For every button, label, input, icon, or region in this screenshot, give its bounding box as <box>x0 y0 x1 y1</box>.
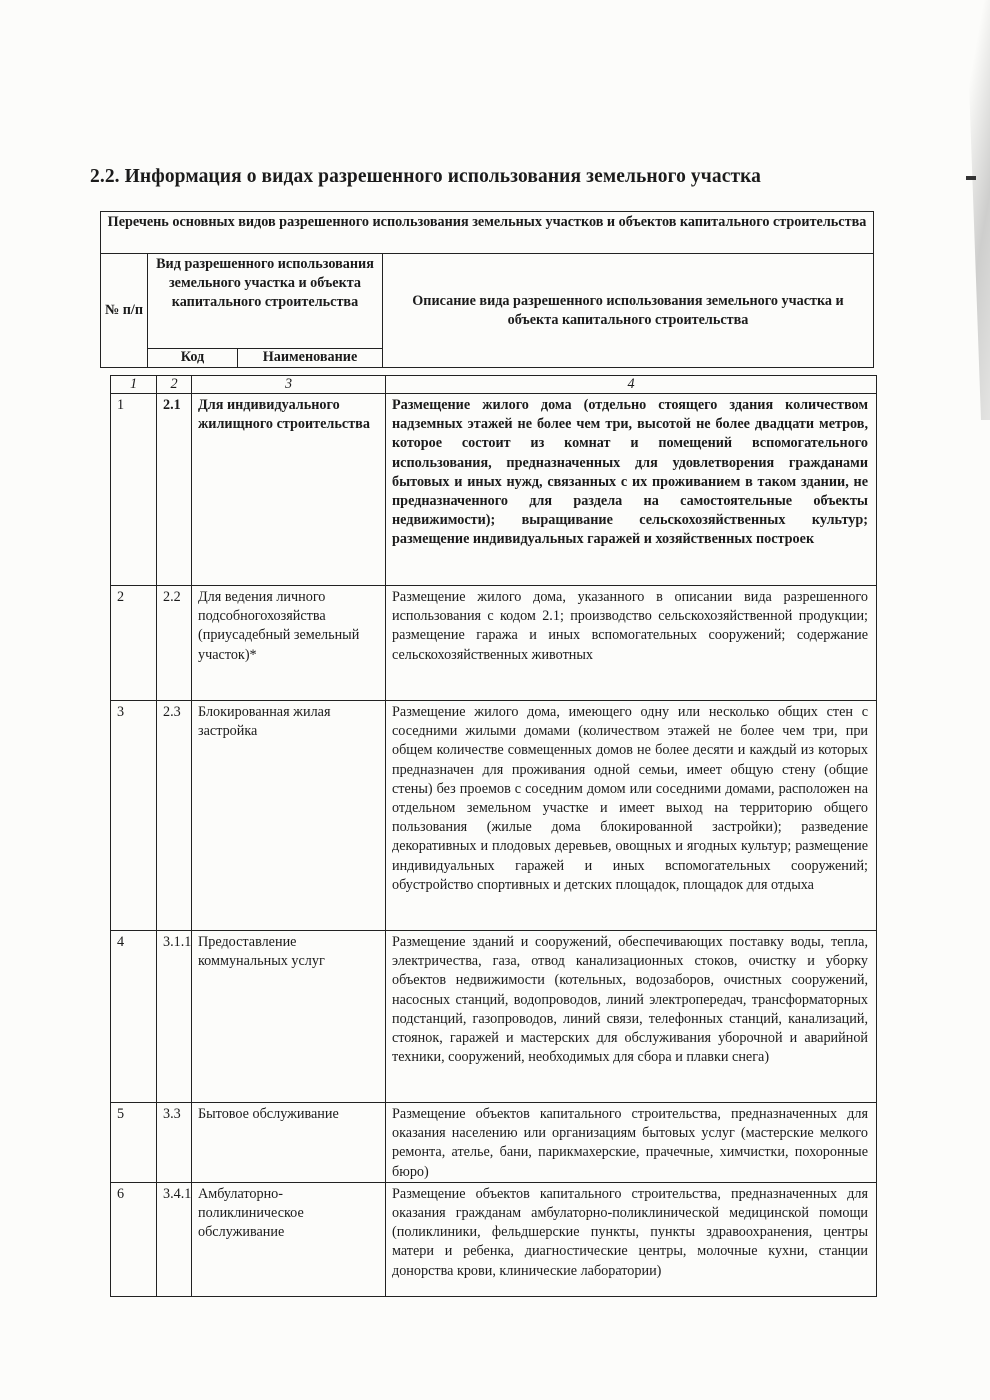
table-row <box>111 586 877 701</box>
header-description: Описание вида разрешенного использования земельного участка и объекта капитального строительства <box>412 292 844 328</box>
header-num: № п/п <box>101 254 148 367</box>
row-num: 4 <box>111 931 157 1103</box>
header-name: Наименование <box>238 349 383 367</box>
row-description: Размещение жилого дома (отдельно стоящего здания количеством надземных этажей не более чем три, высотой не более двадцати метров, которое состоит из комнат и помещений вспомогательного использования, предназначенных для удовлетворения гражданами бытовых и иных нужд, связанных с их проживанием в таком здании, не предназначенного для раздела на самостоятельные объекты недвижимости); выращивание сельскохозяйственных культур; размещение индивидуальных гаражей и хозяйственных построек <box>386 394 877 586</box>
table-row <box>111 701 877 931</box>
row-description: Размещение зданий и сооружений, обеспечивающих поставку воды, тепла, электричества, газа, отвод канализационных стоков, очистку и уборку объектов недвижимости (котельных, водозаборов, очистных сооружений, насосных станций, водопроводов, линий электропередач, трансформаторных подстанций, газопроводов, линий связи, телефонных станций, канализаций, стоянок, гаражей и мастерских для обслуживания уборочной и аварийной техники, сооружений, необходимых для сбора и плавки снега) <box>386 931 877 1103</box>
header-kind: Вид разрешенного использования земельного участка и объекта капитального строительства <box>148 254 383 349</box>
row-description: Размещение жилого дома, имеющего одну или несколько общих стен с соседними жилыми домами (количеством этажей не более чем три, при общем количестве совмещенных домов не более десяти и каждый из которых предназначен для проживания одной семьи, имеет общую стену (общие стены) без проемов с соседним домом или соседними домами, расположен на отдельном земельном участке и имеет выход на территорию общего пользования (жилые дома блокированной застройки); разведение декоративных и плодовых деревьев, овощных и ягодных культур; размещение индивидуальных гаражей и иных вспомогательных сооружений; обустройство спортивных и детских площадок, площадок для отдыха <box>386 701 877 931</box>
row-code: 3.4.1 <box>157 1182 192 1296</box>
row-name: Бытовое обслуживание <box>192 1103 386 1183</box>
row-code: 2.2 <box>157 586 192 701</box>
row-name: Блокированная жилая застройка <box>192 701 386 931</box>
row-description: Размещение объектов капитального строительства, предназначенных для оказания населению или организациям бытовых услуг (мастерские мелкого ремонта, ателье, бани, парикмахерские, прачечные, химчистки, похоронные бюро) <box>386 1103 877 1183</box>
column-index: 3 <box>192 376 386 394</box>
column-index: 4 <box>386 376 877 394</box>
row-code: 3.3 <box>157 1103 192 1183</box>
section-title: 2.2. Информация о видах разрешенного использования земельного участка <box>90 166 762 187</box>
row-num: 6 <box>111 1182 157 1296</box>
column-index: 1 <box>111 376 157 394</box>
row-name: Предоставление коммунальных услуг <box>192 931 386 1103</box>
row-num: 2 <box>111 586 157 701</box>
row-code: 3.1.1 <box>157 931 192 1103</box>
row-name: Для индивидуального жилищного строительства <box>192 394 386 586</box>
header-table <box>100 211 874 368</box>
column-index-row <box>111 376 877 394</box>
table-row <box>111 1103 877 1183</box>
scan-mark <box>966 176 976 180</box>
table-row <box>111 394 877 586</box>
row-description: Размещение жилого дома, указанного в описании вида разрешенного использования с кодом 2.1; производство сельскохозяйственной продукции; размещение гаража и иных вспомогательных сооружений; содержание сельскохозяйственных животных <box>386 586 877 701</box>
table-row <box>111 1182 877 1296</box>
row-name: Для ведения личного подсобногохозяйства (приусадебный земельный участок)* <box>192 586 386 701</box>
scan-shadow-edge <box>930 0 990 420</box>
land-use-table <box>110 375 877 1297</box>
row-name: Амбулаторно-поликлиническое обслуживание <box>192 1182 386 1296</box>
table-row <box>111 931 877 1103</box>
row-code: 2.1 <box>157 394 192 586</box>
row-num: 3 <box>111 701 157 931</box>
header-code: Код <box>148 349 238 367</box>
row-num: 5 <box>111 1103 157 1183</box>
list-title: Перечень основных видов разрешенного использования земельных участков и объектов капитального строительства <box>101 212 873 254</box>
row-description: Размещение объектов капитального строительства, предназначенных для оказания гражданам амбулаторно-поликлинической медицинской помощи (поликлиники, фельдшерские пункты, пункты здравоохранения, центры матери и ребенка, диагностические центры, молочные кухни, станции донорства крови, клинические лаборатории) <box>386 1182 877 1296</box>
row-code: 2.3 <box>157 701 192 931</box>
row-num: 1 <box>111 394 157 586</box>
column-index: 2 <box>157 376 192 394</box>
